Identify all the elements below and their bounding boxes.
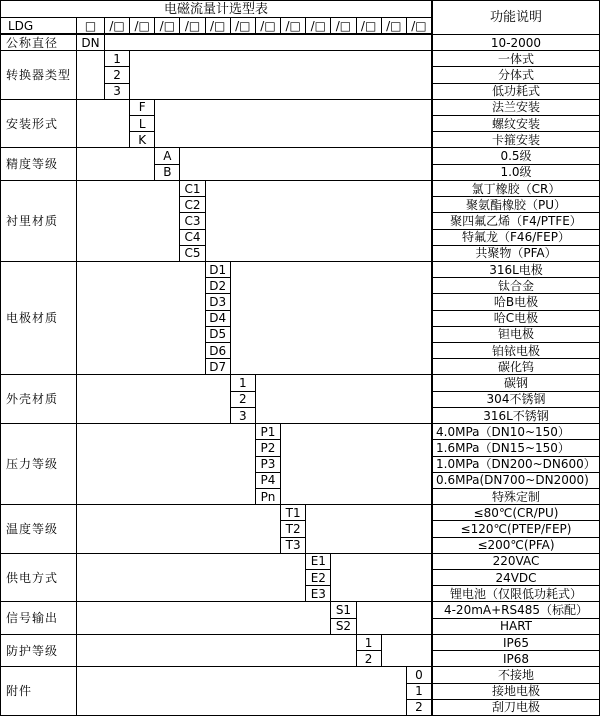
empty-region: [77, 602, 331, 634]
code-cell: T3: [281, 538, 306, 554]
code-cell: E3: [306, 586, 331, 602]
code-cell: D2: [206, 278, 231, 294]
empty-region: [306, 505, 432, 554]
function-desc: 特殊定制: [432, 489, 600, 505]
code-cell: D6: [206, 343, 231, 359]
code-cell: 0: [407, 667, 432, 683]
code-cell: B: [155, 165, 180, 181]
function-desc: 不接地: [432, 667, 600, 683]
table-title: 电磁流量计选型表: [1, 1, 432, 18]
function-desc: ≤200℃(PFA): [432, 538, 600, 554]
empty-region: [206, 181, 432, 262]
code-box-placeholder: /□: [407, 18, 432, 35]
function-desc: 共聚物（PFA）: [432, 246, 600, 262]
function-desc: 氯丁橡胶（CR）: [432, 181, 600, 197]
code-cell: A: [155, 148, 180, 164]
category-label: 转换器类型: [1, 51, 77, 100]
code-cell: C3: [180, 213, 205, 229]
empty-region: [77, 424, 256, 505]
function-desc: HART: [432, 619, 600, 635]
function-desc: 碳化钨: [432, 359, 600, 375]
code-cell: E2: [306, 570, 331, 586]
code-cell: C4: [180, 230, 205, 246]
function-desc: 220VAC: [432, 554, 600, 570]
code-cell: 2: [231, 392, 256, 408]
category-label: 防护等级: [1, 635, 77, 667]
code-cell: 2: [105, 67, 130, 83]
category-label: 衬里材质: [1, 181, 77, 262]
empty-region: [331, 554, 432, 603]
category-label: 供电方式: [1, 554, 77, 603]
code-cell: L: [130, 116, 155, 132]
code-box-placeholder: /□: [357, 18, 382, 35]
code-cell: D4: [206, 311, 231, 327]
empty-region: [77, 667, 407, 716]
function-desc: ≤80℃(CR/PU): [432, 505, 600, 521]
function-desc: 24VDC: [432, 570, 600, 586]
function-desc: 10-2000: [432, 35, 600, 51]
code-cell: 3: [105, 84, 130, 100]
empty-region: [382, 635, 432, 667]
function-desc: 316L不锈钢: [432, 408, 600, 424]
empty-region: [180, 148, 432, 180]
function-desc: 铂铱电极: [432, 343, 600, 359]
code-cell: C1: [180, 181, 205, 197]
code-box-placeholder: /□: [206, 18, 231, 35]
function-desc: 1.0级: [432, 165, 600, 181]
function-desc: 低功耗式: [432, 84, 600, 100]
code-box-placeholder: /□: [281, 18, 306, 35]
category-label: 压力等级: [1, 424, 77, 505]
category-label: 公称直径: [1, 35, 77, 51]
empty-region: [77, 100, 130, 149]
category-label: 安装形式: [1, 100, 77, 149]
code-cell: S1: [331, 602, 356, 618]
empty-region: [77, 554, 306, 603]
code-box-placeholder: /□: [331, 18, 356, 35]
code-cell: P2: [256, 440, 281, 456]
code-box-placeholder: □: [77, 18, 105, 35]
code-cell: D5: [206, 327, 231, 343]
function-desc: 1.0MPa（DN200~DN600）: [432, 457, 600, 473]
code-cell: 2: [407, 700, 432, 716]
empty-region: [231, 262, 432, 376]
code-cell: Pn: [256, 489, 281, 505]
code-cell: E1: [306, 554, 331, 570]
category-label: 信号输出: [1, 602, 77, 634]
category-label: 温度等级: [1, 505, 77, 554]
empty-region: [155, 100, 432, 149]
empty-region: [357, 602, 432, 634]
code-box-placeholder: /□: [256, 18, 281, 35]
code-box-placeholder: /□: [155, 18, 180, 35]
code-cell: C2: [180, 197, 205, 213]
function-desc: 钽电极: [432, 327, 600, 343]
code-cell: S2: [331, 619, 356, 635]
function-desc: 法兰安装: [432, 100, 600, 116]
code-cell: C5: [180, 246, 205, 262]
empty-region: [77, 375, 231, 424]
empty-region: [256, 375, 432, 424]
function-desc: 4.0MPa（DN10~150）: [432, 424, 600, 440]
code-cell: 2: [357, 651, 382, 667]
category-label: 精度等级: [1, 148, 77, 180]
code-cell: 3: [231, 408, 256, 424]
code-cell: F: [130, 100, 155, 116]
code-cell: P4: [256, 473, 281, 489]
function-desc: 4-20mA+RS485（标配）: [432, 602, 600, 618]
category-label: 外壳材质: [1, 375, 77, 424]
code-cell: 1: [357, 635, 382, 651]
code-cell: D3: [206, 294, 231, 310]
function-desc: 螺纹安装: [432, 116, 600, 132]
code-box-placeholder: /□: [180, 18, 205, 35]
empty-region: [77, 505, 281, 554]
code-cell: D7: [206, 359, 231, 375]
function-desc: 分体式: [432, 67, 600, 83]
function-desc: 聚四氟乙烯（F4/PTFE）: [432, 213, 600, 229]
function-desc: 锂电池（仅限低功耗式）: [432, 586, 600, 602]
function-desc: 1.6MPa（DN15~150）: [432, 440, 600, 456]
empty-region: [105, 35, 432, 51]
function-description-header: 功能说明: [432, 1, 600, 35]
function-desc: IP65: [432, 635, 600, 651]
code-cell: T2: [281, 521, 306, 537]
empty-region: [77, 635, 357, 667]
code-cell: P3: [256, 457, 281, 473]
code-cell: T1: [281, 505, 306, 521]
empty-region: [77, 51, 105, 100]
code-cell: K: [130, 132, 155, 148]
function-desc: IP68: [432, 651, 600, 667]
code-box-placeholder: /□: [130, 18, 155, 35]
function-desc: 0.5级: [432, 148, 600, 164]
code-box-placeholder: /□: [382, 18, 407, 35]
function-desc: 哈C电极: [432, 311, 600, 327]
function-desc: 304不锈钢: [432, 392, 600, 408]
code-box-placeholder: /□: [306, 18, 331, 35]
code-box-placeholder: /□: [231, 18, 256, 35]
empty-region: [77, 181, 180, 262]
function-desc: 钛合金: [432, 278, 600, 294]
function-desc: 一体式: [432, 51, 600, 67]
category-label: 电极材质: [1, 262, 77, 376]
function-desc: 316L电极: [432, 262, 600, 278]
function-desc: 刮刀电极: [432, 700, 600, 716]
model-prefix-label: LDG: [1, 18, 77, 35]
empty-region: [130, 51, 432, 100]
code-cell: DN: [77, 35, 105, 51]
empty-region: [77, 262, 206, 376]
code-cell: 1: [105, 51, 130, 67]
function-desc: 哈B电极: [432, 294, 600, 310]
empty-region: [281, 424, 432, 505]
function-desc: 碳钢: [432, 375, 600, 391]
code-box-placeholder: /□: [105, 18, 130, 35]
function-desc: 接地电极: [432, 684, 600, 700]
code-cell: P1: [256, 424, 281, 440]
function-desc: ≤120℃(PTEP/FEP): [432, 521, 600, 537]
function-desc: 聚氨酯橡胶（PU）: [432, 197, 600, 213]
empty-region: [77, 148, 155, 180]
code-cell: D1: [206, 262, 231, 278]
code-cell: 1: [231, 375, 256, 391]
function-desc: 0.6MPa(DN700~DN2000): [432, 473, 600, 489]
category-label: 附件: [1, 667, 77, 716]
function-desc: 卡箍安装: [432, 132, 600, 148]
code-cell: 1: [407, 684, 432, 700]
function-desc: 特氟龙（F46/FEP）: [432, 230, 600, 246]
